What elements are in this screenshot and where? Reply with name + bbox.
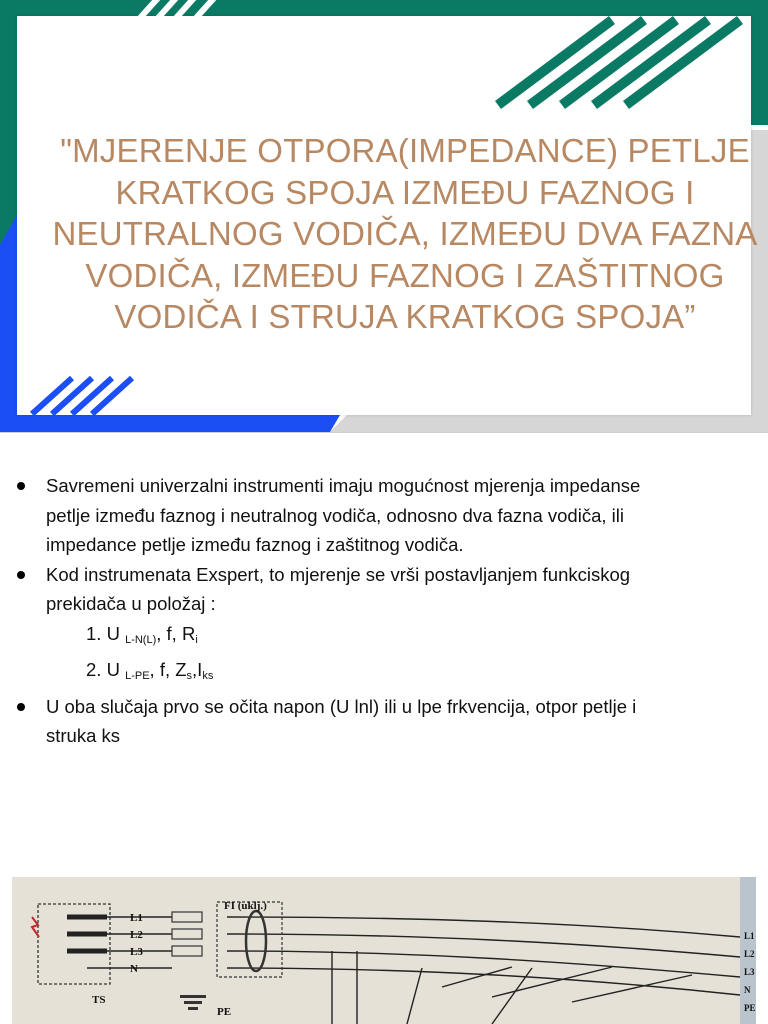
diagram-label-l2: L2: [130, 929, 143, 941]
bullet-icon: [17, 703, 25, 711]
bullet-text: Savremeni univerzalni instrumenti imaju mogućnost mjerenja impedanse petlje između faznog i neutralnog vodiča, odnosno dva fazna vodiča, ili impedance petlje između faznog i zaštitnog vodiča.: [46, 475, 641, 555]
circuit-diagram: [12, 877, 756, 1024]
title-slide: [0, 0, 768, 432]
bullet-item: [0, 692, 666, 751]
diagram-label-pe: PE: [217, 1006, 232, 1018]
circuit-diagram-photo: [12, 877, 756, 1024]
slide-title: "MJERENJE OTPORA(IMPEDANCE) PETLJE KRATKOG SPOJA IZMEĐU FAZNOG I NEUTRALNOG VODIČA, IZMEĐU DVA FAZNA VODIČA, IZMEĐU FAZNOG I ZAŠTITNOG VODIČA I STRUJA KRATKOG SPOJA”: [52, 132, 758, 335]
content-slide: [0, 433, 768, 1024]
bullet-icon: [17, 482, 25, 490]
diagram-label-n: N: [130, 963, 138, 975]
bullet-list: [0, 471, 768, 751]
diagram-label-l3: L3: [130, 946, 143, 958]
diagram-label-l3-right: L3: [744, 967, 755, 977]
bullet-text: Kod instrumenata Exspert, to mjerenje se vrši postavljanjem funkciskog prekidača u položaj :: [46, 563, 631, 614]
diagram-label-l1-right: L1: [744, 931, 755, 941]
bullet-icon: [17, 571, 25, 579]
numbered-list: [46, 619, 666, 692]
numbered-item: 1. U $_{L-N(L)}$, f, $R_i$: [86, 622, 198, 646]
bullet-item: [0, 471, 666, 560]
diagram-label-pe-right: PE: [744, 1003, 756, 1013]
bullet-item: [0, 560, 666, 692]
diagram-label-l2-right: L2: [744, 949, 755, 959]
diagram-label-n-right: N: [744, 985, 751, 995]
diagram-label-ts: TS: [92, 994, 106, 1006]
numbered-item: 2. U $_{L-PE}$, f, $Z_s,I_{ks}$: [86, 659, 214, 682]
diagram-label-fi: FI (uklj.): [224, 900, 267, 912]
diagram-label-l1: L1: [130, 912, 143, 924]
bullet-text: U oba slučaja prvo se očita napon (U lnl) ili u lpe frkvencija, otpor petlje i struka ks: [46, 695, 637, 746]
